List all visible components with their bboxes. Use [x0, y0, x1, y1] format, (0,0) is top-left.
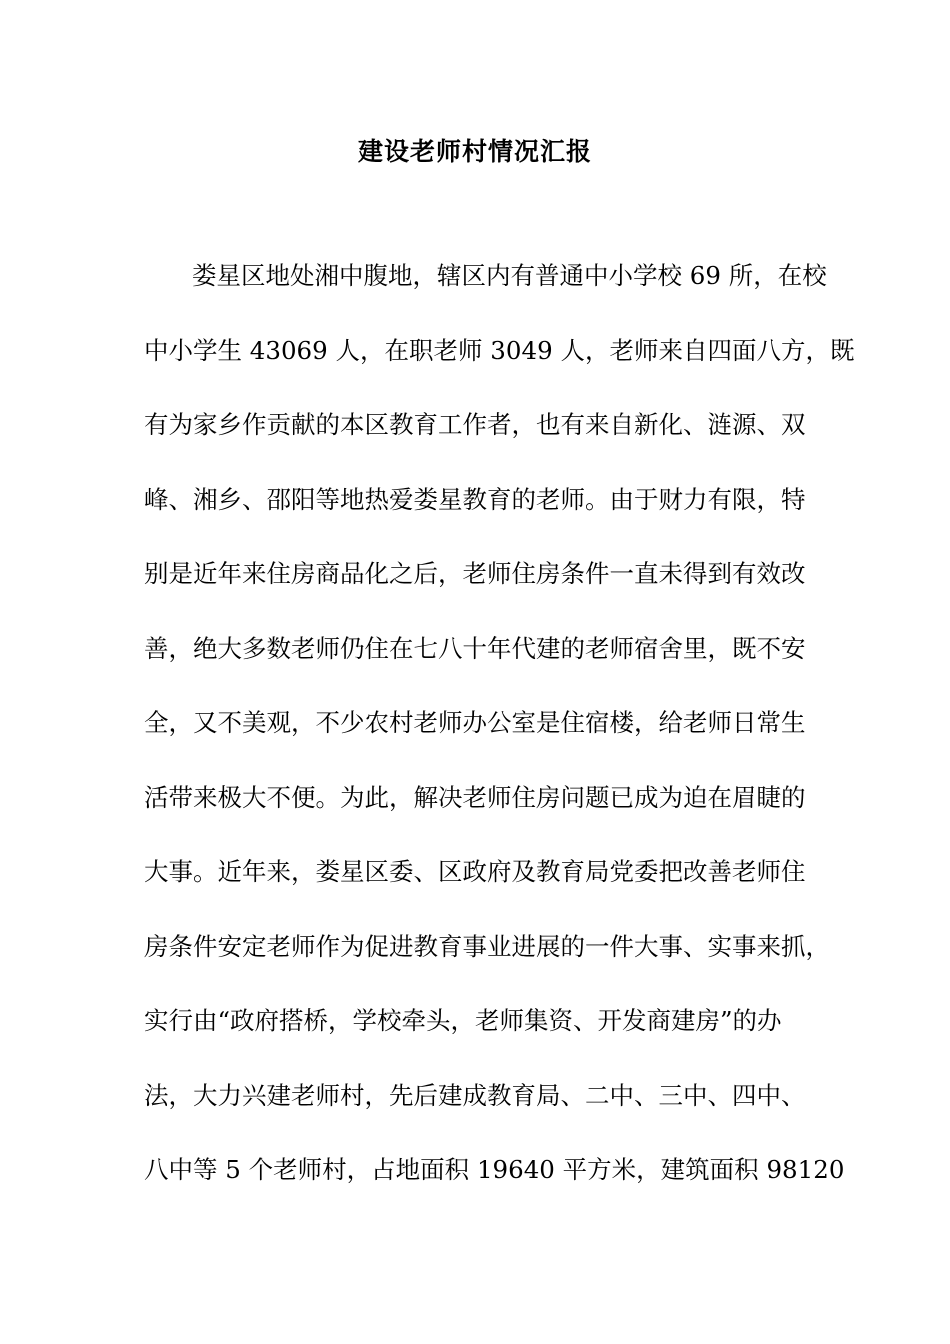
paragraph-line: 大事。近年来，娄星区委、区政府及教育局党委把改善老师住 — [144, 857, 806, 886]
paragraph-line: 活带来极大不便。为此，解决老师住房问题已成为迫在眉睫的 — [144, 782, 806, 812]
paragraph-line: 房条件安定老师作为促进教育事业进展的一件大事、实事来抓， — [144, 931, 830, 961]
paragraph-line: 中小学生 43069 人，在职老师 3049 人，老师来自四面八方，既 — [144, 335, 855, 365]
paragraph-line: 别是近年来住房商品化之后，老师住房条件一直未得到有效改 — [144, 559, 806, 588]
paragraph-line: 娄星区地处湘中腹地，辖区内有普通中小学校 69 所，在校 — [192, 261, 827, 290]
paragraph-line: 全，又不美观，不少农村老师办公室是住宿楼，给老师日常生 — [144, 708, 806, 737]
paragraph-line: 法，大力兴建老师村，先后建成教育局、二中、三中、四中、 — [144, 1080, 806, 1110]
paragraph-line: 实行由“政府搭桥，学校牵头，老师集资、开发商建房”的办 — [144, 1006, 782, 1035]
paragraph-line: 有为家乡作贡献的本区教育工作者，也有来自新化、涟源、双 — [144, 410, 806, 439]
paragraph-line: 善，绝大多数老师仍住在七八十年代建的老师宿舍里，既不安 — [144, 633, 806, 663]
paragraph-line: 峰、湘乡、邵阳等地热爱娄星教育的老师。由于财力有限，特 — [144, 484, 806, 514]
paragraph-line: 八中等 5 个老师村，占地面积 19640 平方米，建筑面积 98120 — [144, 1155, 845, 1184]
document-body — [144, 256, 855, 1225]
document-title: 建设老师村情况汇报 — [357, 137, 592, 166]
